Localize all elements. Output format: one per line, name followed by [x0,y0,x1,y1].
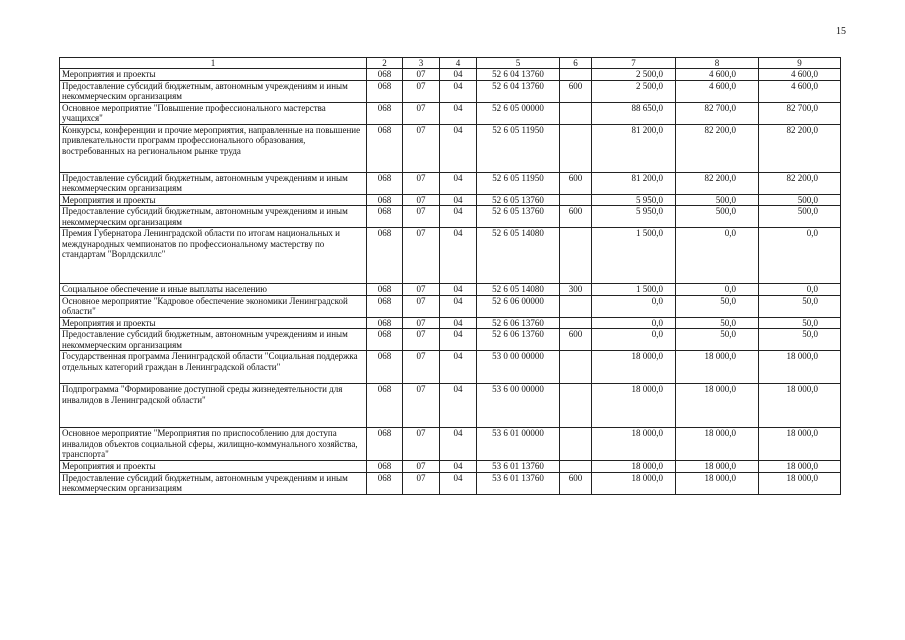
cell-target-article: 52 6 06 13760 [477,329,560,351]
cell-amount-1: 2 500,0 [592,80,676,102]
cell-name: Предоставление субсидий бюджетным, автономным учреждениям и иным некоммерческим организациям [60,80,367,102]
cell-subsection: 04 [440,124,477,172]
table-row [60,69,841,81]
cell-admin-code: 068 [367,228,403,284]
cell-amount-3: 4 600,0 [759,69,841,81]
cell-admin-code: 068 [367,384,403,428]
cell-admin-code: 068 [367,284,403,296]
cell-admin-code: 068 [367,80,403,102]
cell-amount-1: 0,0 [592,329,676,351]
cell-expense-type [560,461,592,473]
column-header: 5 [477,58,560,69]
cell-name: Предоставление субсидий бюджетным, автономным учреждениям и иным некоммерческим организациям [60,329,367,351]
cell-amount-1: 88 650,0 [592,102,676,124]
cell-expense-type [560,124,592,172]
cell-name: Предоставление субсидий бюджетным, автономным учреждениям и иным некоммерческим организациям [60,472,367,494]
cell-amount-2: 500,0 [676,206,759,228]
table-row [60,472,841,494]
cell-expense-type: 300 [560,284,592,296]
cell-amount-2: 18 000,0 [676,384,759,428]
cell-subsection: 04 [440,317,477,329]
cell-subsection: 04 [440,172,477,194]
table-row [60,317,841,329]
cell-name: Предоставление субсидий бюджетным, автономным учреждениям и иным некоммерческим организациям [60,172,367,194]
page-number: 15 [836,26,846,37]
cell-target-article: 52 6 04 13760 [477,80,560,102]
cell-amount-3: 82 200,0 [759,172,841,194]
cell-expense-type [560,295,592,317]
table-body [60,69,841,495]
cell-target-article: 52 6 05 14080 [477,228,560,284]
cell-amount-1: 18 000,0 [592,428,676,461]
cell-amount-2: 18 000,0 [676,472,759,494]
cell-subsection: 04 [440,69,477,81]
cell-amount-3: 50,0 [759,329,841,351]
cell-section: 07 [403,295,440,317]
cell-amount-2: 82 200,0 [676,172,759,194]
column-header: 2 [367,58,403,69]
cell-amount-1: 81 200,0 [592,124,676,172]
column-header: 8 [676,58,759,69]
cell-amount-2: 0,0 [676,228,759,284]
cell-target-article: 52 6 06 00000 [477,295,560,317]
cell-amount-1: 0,0 [592,317,676,329]
cell-subsection: 04 [440,384,477,428]
cell-amount-2: 50,0 [676,295,759,317]
cell-name: Конкурсы, конференции и прочие мероприятия, направленные на повышение привлекательности программ профессионального образования, востребованных на региональном рынке труда [60,124,367,172]
cell-section: 07 [403,461,440,473]
cell-section: 07 [403,80,440,102]
cell-amount-2: 50,0 [676,317,759,329]
cell-expense-type [560,102,592,124]
cell-expense-type [560,228,592,284]
cell-target-article: 52 6 05 11950 [477,172,560,194]
cell-section: 07 [403,428,440,461]
table-row [60,228,841,284]
cell-name: Мероприятия и проекты [60,194,367,206]
column-header: 7 [592,58,676,69]
cell-amount-3: 4 600,0 [759,80,841,102]
cell-name: Премия Губернатора Ленинградской области по итогам национальных и международных чемпионатов по профессиональному мастерству по стандартам "Ворлдскиллс" [60,228,367,284]
cell-amount-2: 0,0 [676,284,759,296]
cell-admin-code: 068 [367,428,403,461]
cell-expense-type [560,69,592,81]
cell-admin-code: 068 [367,69,403,81]
cell-amount-2: 4 600,0 [676,69,759,81]
cell-target-article: 53 6 01 13760 [477,461,560,473]
cell-target-article: 53 6 01 00000 [477,428,560,461]
cell-admin-code: 068 [367,172,403,194]
cell-amount-2: 4 600,0 [676,80,759,102]
cell-section: 07 [403,284,440,296]
cell-admin-code: 068 [367,206,403,228]
cell-admin-code: 068 [367,102,403,124]
cell-admin-code: 068 [367,472,403,494]
cell-section: 07 [403,102,440,124]
cell-section: 07 [403,194,440,206]
column-header: 1 [60,58,367,69]
table-row [60,351,841,384]
column-header: 9 [759,58,841,69]
cell-section: 07 [403,472,440,494]
cell-amount-1: 2 500,0 [592,69,676,81]
cell-section: 07 [403,317,440,329]
cell-subsection: 04 [440,228,477,284]
cell-amount-3: 18 000,0 [759,428,841,461]
cell-amount-2: 82 200,0 [676,124,759,172]
cell-section: 07 [403,124,440,172]
cell-target-article: 52 6 06 13760 [477,317,560,329]
cell-admin-code: 068 [367,351,403,384]
table-row [60,124,841,172]
cell-section: 07 [403,206,440,228]
cell-name: Основное мероприятие "Мероприятия по приспособлению для доступа инвалидов объектов социальной сферы, жилищно-коммунального хозяйства, транспорта" [60,428,367,461]
cell-expense-type: 600 [560,329,592,351]
cell-admin-code: 068 [367,329,403,351]
cell-amount-3: 0,0 [759,228,841,284]
cell-admin-code: 068 [367,295,403,317]
cell-amount-3: 50,0 [759,295,841,317]
cell-expense-type [560,351,592,384]
cell-target-article: 52 6 05 14080 [477,284,560,296]
cell-amount-1: 1 500,0 [592,284,676,296]
cell-subsection: 04 [440,194,477,206]
cell-name: Мероприятия и проекты [60,317,367,329]
cell-admin-code: 068 [367,461,403,473]
cell-amount-1: 0,0 [592,295,676,317]
cell-admin-code: 068 [367,194,403,206]
cell-admin-code: 068 [367,317,403,329]
cell-expense-type: 600 [560,80,592,102]
cell-amount-3: 18 000,0 [759,472,841,494]
cell-name: Государственная программа Ленинградской области "Социальная поддержка отдельных категорий граждан в Ленинградской области" [60,351,367,384]
cell-amount-1: 18 000,0 [592,461,676,473]
cell-amount-1: 81 200,0 [592,172,676,194]
cell-amount-3: 82 700,0 [759,102,841,124]
cell-expense-type [560,194,592,206]
cell-name: Основное мероприятие "Кадровое обеспечение экономики Ленинградской области" [60,295,367,317]
cell-name: Мероприятия и проекты [60,69,367,81]
cell-subsection: 04 [440,102,477,124]
table-row [60,172,841,194]
cell-section: 07 [403,329,440,351]
cell-target-article: 53 6 00 00000 [477,384,560,428]
table-row [60,329,841,351]
cell-amount-2: 82 700,0 [676,102,759,124]
cell-amount-2: 500,0 [676,194,759,206]
cell-amount-1: 1 500,0 [592,228,676,284]
cell-admin-code: 068 [367,124,403,172]
cell-subsection: 04 [440,284,477,296]
cell-amount-3: 18 000,0 [759,351,841,384]
column-header: 4 [440,58,477,69]
budget-table [59,57,841,495]
cell-expense-type: 600 [560,172,592,194]
cell-expense-type [560,384,592,428]
cell-target-article: 53 0 00 00000 [477,351,560,384]
cell-subsection: 04 [440,295,477,317]
cell-amount-3: 50,0 [759,317,841,329]
cell-target-article: 52 6 05 13760 [477,206,560,228]
cell-amount-3: 500,0 [759,194,841,206]
table-row [60,384,841,428]
cell-amount-1: 18 000,0 [592,351,676,384]
table-row [60,295,841,317]
cell-target-article: 52 6 05 11950 [477,124,560,172]
cell-subsection: 04 [440,80,477,102]
cell-amount-2: 18 000,0 [676,461,759,473]
cell-amount-1: 5 950,0 [592,194,676,206]
cell-amount-2: 50,0 [676,329,759,351]
cell-name: Основное мероприятие "Повышение профессионального мастерства учащихся" [60,102,367,124]
table-row [60,194,841,206]
table-row [60,102,841,124]
cell-amount-1: 18 000,0 [592,472,676,494]
cell-expense-type: 600 [560,472,592,494]
table-row [60,284,841,296]
cell-name: Мероприятия и проекты [60,461,367,473]
cell-subsection: 04 [440,472,477,494]
cell-subsection: 04 [440,461,477,473]
table-row [60,80,841,102]
cell-amount-3: 500,0 [759,206,841,228]
cell-name: Социальное обеспечение и иные выплаты населению [60,284,367,296]
table-row [60,206,841,228]
cell-name: Предоставление субсидий бюджетным, автономным учреждениям и иным некоммерческим организациям [60,206,367,228]
cell-expense-type: 600 [560,206,592,228]
cell-amount-3: 18 000,0 [759,461,841,473]
cell-expense-type [560,428,592,461]
cell-section: 07 [403,69,440,81]
cell-section: 07 [403,172,440,194]
cell-amount-1: 5 950,0 [592,206,676,228]
cell-target-article: 52 6 05 13760 [477,194,560,206]
cell-amount-2: 18 000,0 [676,351,759,384]
cell-expense-type [560,317,592,329]
cell-amount-1: 18 000,0 [592,384,676,428]
cell-target-article: 52 6 05 00000 [477,102,560,124]
cell-amount-3: 82 200,0 [759,124,841,172]
table-header-row [60,58,841,69]
table-row [60,461,841,473]
cell-section: 07 [403,351,440,384]
cell-amount-2: 18 000,0 [676,428,759,461]
cell-target-article: 53 6 01 13760 [477,472,560,494]
cell-section: 07 [403,228,440,284]
column-header: 3 [403,58,440,69]
cell-amount-3: 0,0 [759,284,841,296]
cell-section: 07 [403,384,440,428]
cell-subsection: 04 [440,329,477,351]
cell-subsection: 04 [440,206,477,228]
cell-amount-3: 18 000,0 [759,384,841,428]
cell-subsection: 04 [440,428,477,461]
column-header: 6 [560,58,592,69]
table-row [60,428,841,461]
cell-target-article: 52 6 04 13760 [477,69,560,81]
cell-subsection: 04 [440,351,477,384]
cell-name: Подпрограмма "Формирование доступной среды жизнедеятельности для инвалидов в Ленинградской области" [60,384,367,428]
